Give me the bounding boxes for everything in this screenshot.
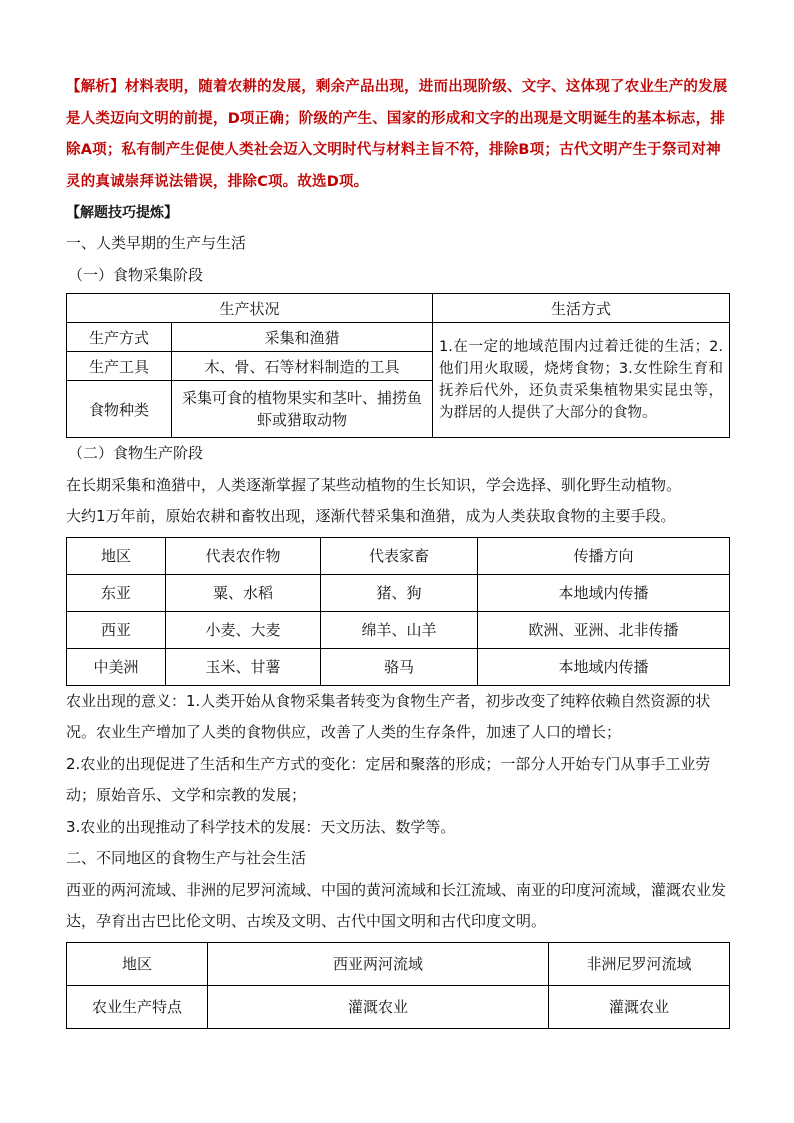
- table2-cell: 本地域内传播: [478, 574, 730, 611]
- table1-head-right: 生活方式: [433, 294, 730, 323]
- section1-title: 一、人类早期的生产与生活: [66, 234, 247, 252]
- table2-cell: 骆马: [321, 648, 478, 685]
- document-page: [66, 72, 730, 1029]
- table3-cell: 灌溉农业: [549, 985, 730, 1028]
- table3-cell: 农业生产特点: [67, 985, 208, 1028]
- section1-sub2: （二）食物生产阶段: [68, 444, 204, 462]
- agriculture-meaning-1: 农业出现的意义：1.人类开始从食物采集者转变为食物生产者，初步改变了纯粹依赖自然资源的状况。农业生产增加了人类的食物供应，改善了人类的生存条件，加速了人口的增长；: [66, 691, 711, 741]
- table2-cell: 绵羊、山羊: [321, 611, 478, 648]
- section2-para: 西亚的两河流域、非洲的尼罗河流域、中国的黄河流域和长江流域、南亚的印度河流域，灌溉农业发达，孕育出古巴比伦文明、古埃及文明、古代中国文明和古代印度文明。: [66, 880, 727, 930]
- food-production-table: [66, 537, 730, 686]
- table1-row-value: 采集可食的植物果实和茎叶、捕捞鱼虾或猎取动物: [172, 381, 433, 438]
- table1-row-label: 食物种类: [67, 381, 172, 438]
- table1-row-value: 木、骨、石等材料制造的工具: [172, 352, 433, 381]
- section1-para1: 在长期采集和渔猎中，人类逐渐掌握了某些动植物的生长知识，学会选择、驯化野生动植物。: [66, 475, 682, 494]
- analysis-paragraph: [66, 72, 730, 198]
- table-row: [67, 611, 730, 648]
- table2-header: 地区: [67, 537, 166, 574]
- agriculture-meaning-3: 3.农业的出现推动了科学技术的发展：天文历法、数学等。: [66, 817, 456, 836]
- analysis-text: 材料表明，随着农耕的发展，剩余产品出现，进而出现阶级、文字、这体现了农业生产的发展是人类迈向文明的前提，D项正确；阶级的产生、国家的形成和文字的出现是文明诞生的基本标志，排除A项；私有制产生促使人类社会迈入文明时代与材料主旨不符，排除B项；古代文明产生于祭司对神灵的真诚崇拜说法错误，排除C项。故选D项。: [66, 79, 728, 190]
- table2-cell: 本地域内传播: [478, 648, 730, 685]
- table2-cell: 猪、狗: [321, 574, 478, 611]
- table1-life-cell: 1.在一定的地域范围内过着迁徙的生活；2.他们用火取暖，烧烤食物；3.女性除生育和抚养后代外，还负责采集植物果实昆虫等，为群居的人提供了大部分的食物。: [433, 323, 730, 438]
- table3-header: 非洲尼罗河流域: [549, 942, 730, 985]
- table1-row-label: 生产工具: [67, 352, 172, 381]
- table3-cell: 灌溉农业: [208, 985, 549, 1028]
- table1-row-value: 采集和渔猎: [172, 323, 433, 352]
- table2-cell: 西亚: [67, 611, 166, 648]
- table1-head-left: 生产状况: [67, 294, 433, 323]
- table3-header: 西亚两河流域: [208, 942, 549, 985]
- food-gathering-table: [66, 293, 730, 438]
- agriculture-meaning-2: 2.农业的出现促进了生活和生产方式的变化：定居和聚落的形成；一部分人开始专门从事手工业劳动；原始音乐、文学和宗教的发展；: [66, 754, 711, 804]
- table2-cell: 东亚: [67, 574, 166, 611]
- tips-heading: 【解题技巧提炼】: [66, 205, 178, 221]
- table2-cell: 欧洲、亚洲、北非传播: [478, 611, 730, 648]
- table-row: [67, 648, 730, 685]
- table3-header: 地区: [67, 942, 208, 985]
- table-row: [67, 574, 730, 611]
- analysis-tag: 【解析】: [66, 79, 125, 95]
- table2-header: 代表家畜: [321, 537, 478, 574]
- table1-row-label: 生产方式: [67, 323, 172, 352]
- table-row: [67, 985, 730, 1028]
- table2-cell: 玉米、甘薯: [166, 648, 321, 685]
- regions-table: [66, 942, 730, 1029]
- table2-header: 传播方向: [478, 537, 730, 574]
- table2-cell: 粟、水稻: [166, 574, 321, 611]
- section2-title: 二、不同地区的食物生产与社会生活: [66, 849, 307, 867]
- table2-cell: 中美洲: [67, 648, 166, 685]
- table2-header: 代表农作物: [166, 537, 321, 574]
- section1-sub1: （一）食物采集阶段: [68, 265, 204, 284]
- table2-cell: 小麦、大麦: [166, 611, 321, 648]
- section1-para2: 大约1万年前，原始农耕和畜牧出现，逐渐代替采集和渔猎，成为人类获取食物的主要手段。: [66, 507, 676, 525]
